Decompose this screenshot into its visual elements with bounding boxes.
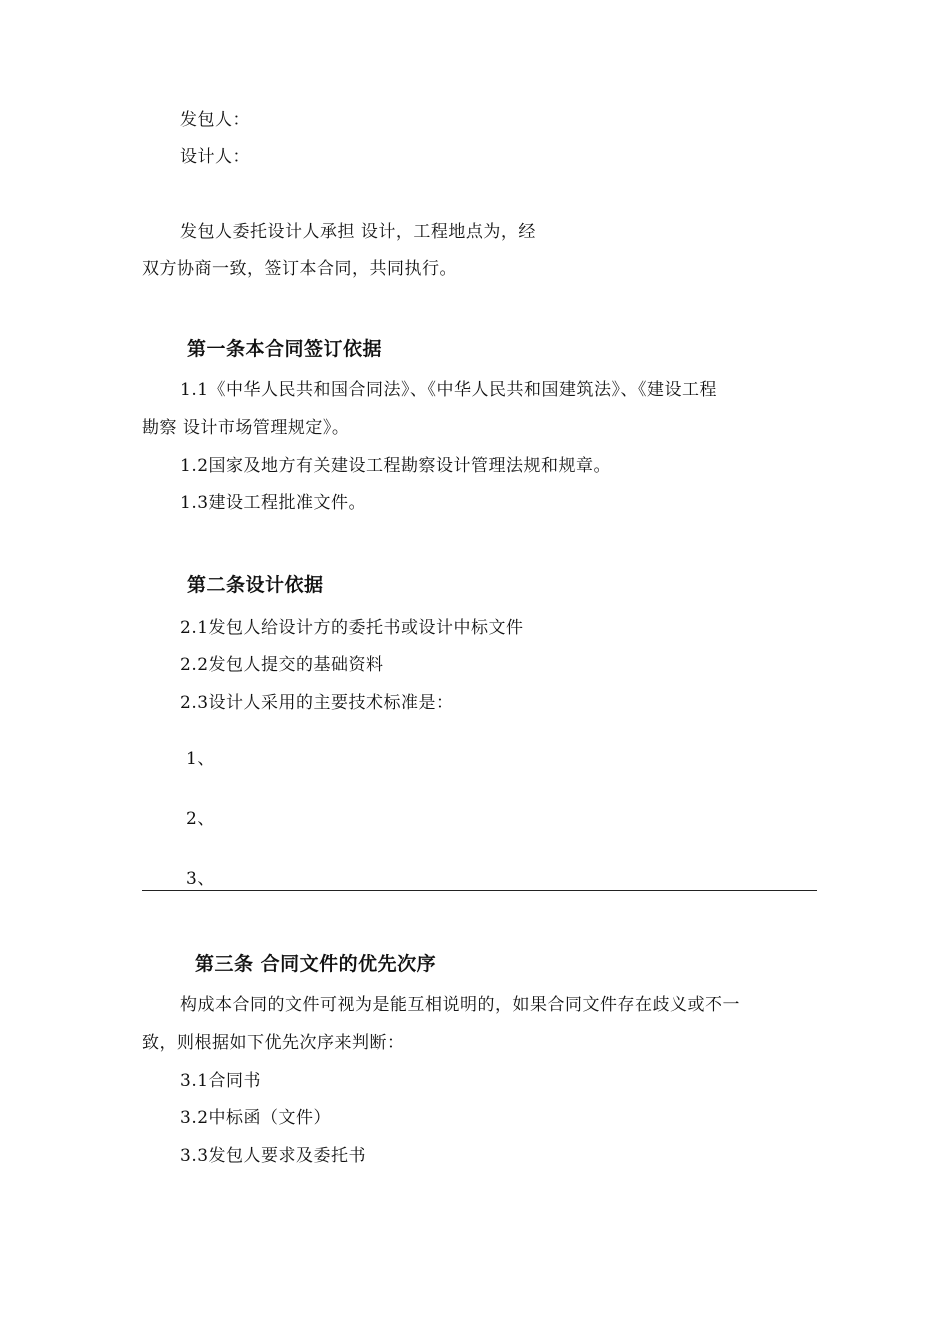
designer-label: 设计人：: [180, 147, 250, 167]
article-1-item-1-line-1: 1.1《中华人民共和国合同法》、《中华人民共和国建筑法》、《建设工程: [180, 380, 718, 400]
article-2-item-3: 2.3设计人采用的主要技术标准是：: [180, 693, 454, 713]
article-1-item-1-line-2: 勘察 设计市场管理规定》。: [142, 418, 350, 438]
article-1-heading: 第一条本合同签订依据: [187, 338, 383, 360]
article-3-para-line-2: 致，则根据如下优先次序来判断：: [142, 1033, 405, 1053]
horizontal-divider: [142, 890, 817, 891]
standard-blank-2: 2、: [186, 809, 215, 829]
article-3-para-line-1: 构成本合同的文件可视为是能互相说明的，如果合同文件存在歧义或不一: [180, 995, 740, 1015]
intro-line-2: 双方协商一致，签订本合同，共同执行。: [142, 259, 457, 279]
article-3-item-2: 3.2中标函（文件）: [180, 1108, 332, 1128]
standard-blank-1: 1、: [186, 749, 215, 769]
article-1-item-3: 1.3建设工程批准文件。: [180, 493, 367, 513]
article-2-heading: 第二条设计依据: [187, 574, 324, 596]
intro-line-1: 发包人委托设计人承担 设计，工程地点为，经: [180, 222, 536, 242]
standard-blank-3: 3、: [186, 869, 215, 889]
article-1-item-2: 1.2国家及地方有关建设工程勘察设计管理法规和规章。: [180, 456, 612, 476]
article-3-item-3: 3.3发包人要求及委托书: [180, 1146, 367, 1166]
article-2-item-2: 2.2发包人提交的基础资料: [180, 655, 384, 675]
article-2-item-1: 2.1发包人给设计方的委托书或设计中标文件: [180, 618, 524, 638]
article-3-item-1: 3.1合同书: [180, 1071, 262, 1091]
article-3-heading: 第三条 合同文件的优先次序: [195, 953, 437, 975]
employer-label: 发包人：: [180, 110, 250, 130]
